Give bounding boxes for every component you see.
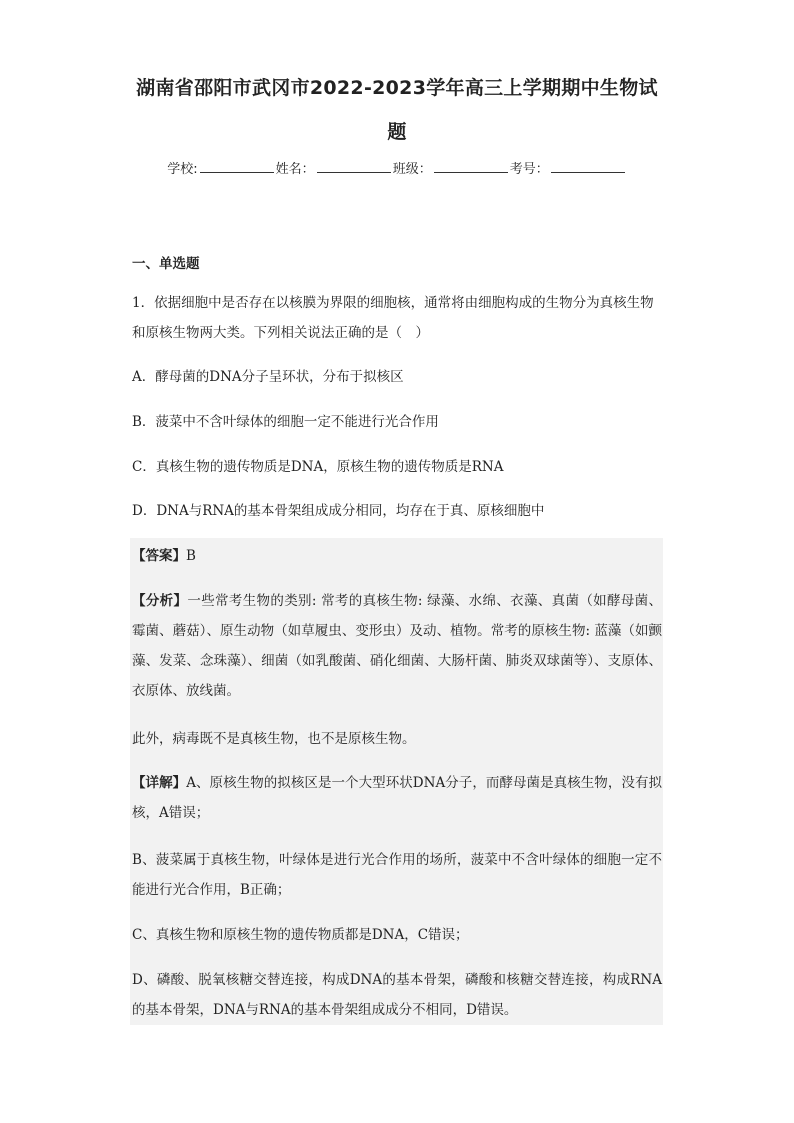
exam-no-label: 考号： [509,162,549,177]
class-blank [434,160,508,173]
option-a: A．酵母菌的DNA分子呈环状，分布于拟核区 [132,369,404,385]
analysis-paragraph [132,586,662,706]
option-b: B．菠菜中不含叶绿体的细胞一定不能进行光合作用 [132,414,439,430]
analysis-label: 【分析】 [132,593,188,609]
detail-item-b: B、菠菜属于真核生物，叶绿体是进行光合作用的场所，菠菜中不含叶绿体的细胞一定不能进行光合作用，B正确； [132,852,662,898]
detail-item-c: C、真核生物和原核生物的遗传物质都是DNA，C错误； [132,927,469,943]
option-d: D．DNA与RNA的基本骨架组成成分相同，均存在于真、原核细胞中 [132,503,545,519]
answer-label: 【答案】 [132,548,186,564]
analysis-extra: 此外，病毒既不是真核生物，也不是原核生物。 [132,731,416,747]
page-title: 湖南省邵阳市武冈市2022-2023学年高三上学期期中生物试题 [136,77,658,143]
answer-value: B [186,548,196,564]
question-stem: 1．依据细胞中是否存在以核膜为界限的细胞核，通常将由细胞构成的生物分为真核生物和原核生物两大类。下列相关说法正确的是（ ） [132,295,654,341]
detail-item-a: A、原核生物的拟核区是一个大型环状DNA分子，而酵母菌是真核生物，没有拟核，A错误； [132,775,662,821]
name-label: 姓名： [275,162,315,177]
exam-no-blank [551,160,625,173]
detail-label: 【详解】 [132,775,187,791]
analysis-text: 一些常考生物的类别: 常考的真核生物: 绿藻、水绵、衣藻、真菌（如酵母菌、霉菌、蘑菇）、原生动物（如草履虫、变形虫）及动、植物。常考的原核生物: 蓝藻（如颤藻、发菜、念珠藻）、细菌（如乳酸菌、硝化细菌、大肠杆菌、肺炎双球菌等）、支原体、衣原体、放线菌。 [132,593,663,699]
section-heading: 一、单选题 [132,256,200,272]
student-info-line [0,158,794,177]
class-label: 班级： [392,162,432,177]
answer-line [132,541,662,571]
school-blank [200,160,274,173]
school-label: 学校: [167,162,198,177]
detail-item-d: D、磷酸、脱氧核糖交替连接，构成DNA的基本骨架，磷酸和核糖交替连接，构成RNA的基本骨架，DNA与RNA的基本骨架组成成分不相同，D错误。 [132,972,662,1018]
name-blank [317,160,391,173]
option-c: C．真核生物的遗传物质是DNA，原核生物的遗传物质是RNA [132,459,504,475]
detail-paragraph [132,768,662,828]
